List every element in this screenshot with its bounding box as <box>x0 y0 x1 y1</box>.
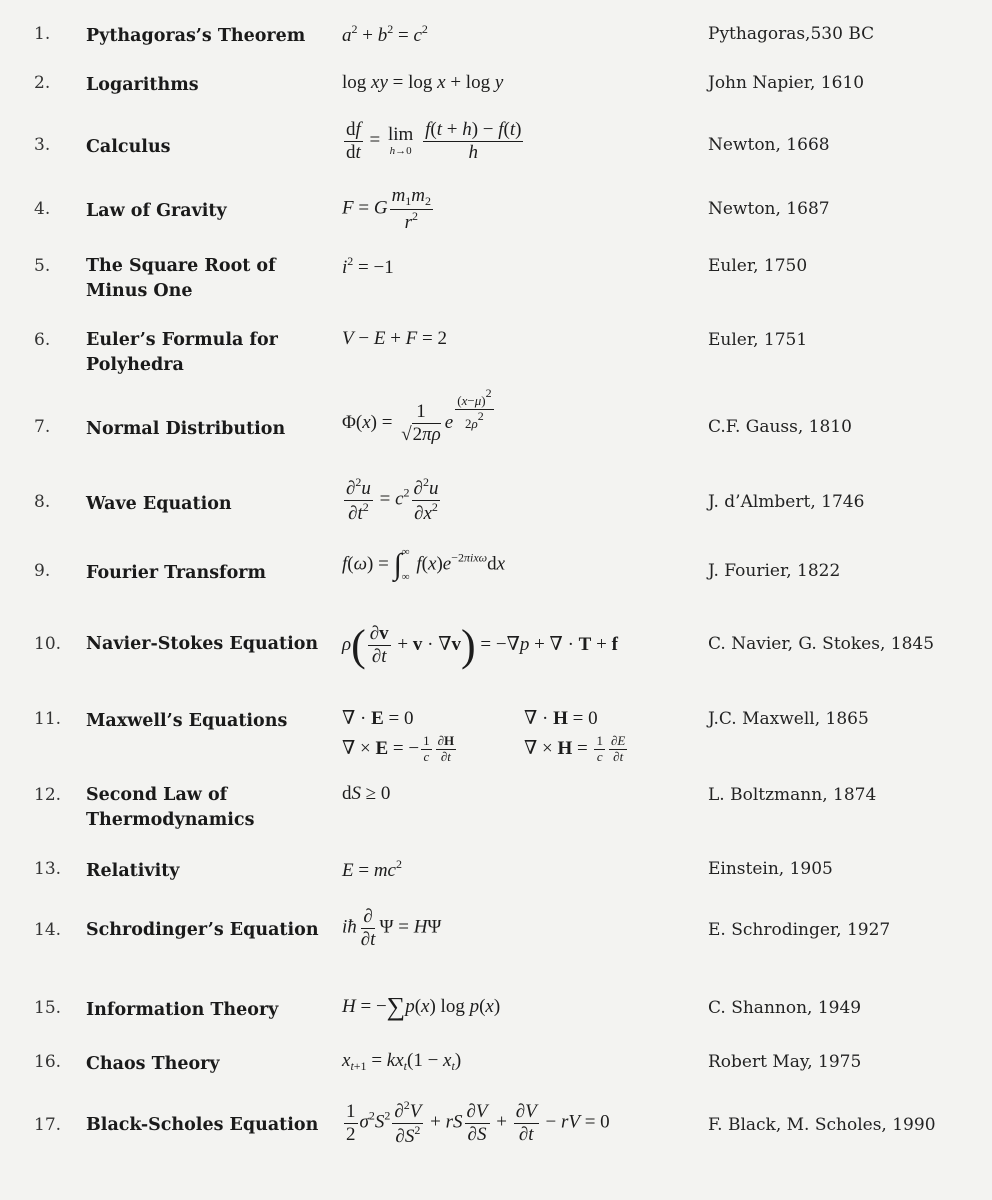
row-number: 2. <box>34 73 51 93</box>
equation-name: Information Theory <box>86 1000 279 1020</box>
equation-author: John Napier, 1610 <box>708 73 865 93</box>
equation-name: Schrodinger’s Equation <box>86 920 319 940</box>
equation-formula: iħ $\frac{\partial}{\partial t}$ Ψ = HΨ <box>342 906 442 950</box>
equation-author: Euler, 1750 <box>708 256 808 276</box>
equation-author: Robert May, 1975 <box>708 1052 862 1072</box>
equation-formula: $E = mc^2$ <box>342 857 402 881</box>
row-number: 1. <box>34 24 51 44</box>
row-number: 14. <box>34 920 62 940</box>
equation-name: Pythagoras’s Theorem <box>86 26 306 46</box>
equation-name: Chaos Theory <box>86 1054 220 1074</box>
equation-formula: dS ≥ 0 <box>342 783 391 804</box>
equation-author: F. Black, M. Scholes, 1990 <box>708 1115 936 1135</box>
equation-formula: $\frac{\partial^2u}{\partial t^2}$ = $c^2$ $\frac{\partial^2u}{\partial x^2}$ <box>346 475 439 524</box>
row-number: 5. <box>34 256 51 276</box>
equation-author: J. Fourier, 1822 <box>708 561 841 581</box>
equation-formula: $\frac{1}{2}$ $\sigma^2S^2$ $\frac{\partial^2V}{\partial S^2}$ + rS $\frac{\partial V}{\partial S}$ + $\frac{\partial V}{\partial t}$ − rV = 0 <box>346 1098 610 1147</box>
equation-formula: log xy = log x + log y <box>342 72 504 93</box>
equation-name: Navier-Stokes Equation <box>86 634 319 654</box>
equation-name: Normal Distribution <box>86 419 286 439</box>
equation-formula: F = G $\frac{m_1m_2}{r^2}$ <box>342 185 432 233</box>
equation-formula: $a^2 + b^2 = c^2$ <box>342 22 428 46</box>
row-number: 6. <box>34 330 51 350</box>
row-number: 4. <box>34 199 51 219</box>
equation-name: Relativity <box>86 861 180 881</box>
equation-author: L. Boltzmann, 1874 <box>708 785 877 805</box>
equation-author: Pythagoras,530 BC <box>708 24 875 44</box>
row-number: 13. <box>34 859 62 879</box>
equation-formula: ρ( $\frac{\partial v}{\partial t}$ + v · ∇v) = −∇p + ∇ · T + f <box>342 621 618 670</box>
row-number: 9. <box>34 561 51 581</box>
row-number: 15. <box>34 998 62 1018</box>
equation-name: Calculus <box>86 137 171 157</box>
equation-name: Law of Gravity <box>86 201 227 221</box>
equation-author: C. Shannon, 1949 <box>708 998 862 1018</box>
equation-formula: f(ω) = ∫ ∞ ∞ $f(x)e^{-2\pi ix\omega}dx$ <box>342 546 506 583</box>
equation-author: Newton, 1668 <box>708 135 830 155</box>
equation-author: Newton, 1687 <box>708 199 830 219</box>
equation-author: Einstein, 1905 <box>708 859 833 879</box>
equation-name: Maxwell’s Equations <box>86 711 288 731</box>
equation-formula: Φ(x) = $\frac{1}{√2\pi\rho}$ e $\frac{(x-\mu)^2}{2\rho^2}$ <box>342 386 492 445</box>
equation-formula: $i^2 = -1$ <box>342 254 394 278</box>
row-number: 3. <box>34 135 51 155</box>
equation-name: The Square Root of Minus One <box>86 256 276 301</box>
equation-formula: H = −∑p(x) log p(x) <box>342 992 501 1021</box>
row-number: 17. <box>34 1115 62 1135</box>
row-number: 16. <box>34 1052 62 1072</box>
equation-name: Fourier Transform <box>86 563 266 583</box>
row-number: 7. <box>34 417 51 437</box>
row-number: 12. <box>34 785 62 805</box>
equation-name: Wave Equation <box>86 494 232 514</box>
equation-formula: ∇ · E = 0 ∇ · H = 0 ∇ × E = − $\frac{1}{c}$ $\frac{\partial H}{\partial t}$ ∇ × H = $\frac{1}{c}$ $\frac{\partial E}{\partial t}$ <box>342 708 626 764</box>
equation-author: E. Schrodinger, 1927 <box>708 920 891 940</box>
equation-name: Euler’s Formula for Polyhedra <box>86 330 278 375</box>
equation-name: Logarithms <box>86 75 199 95</box>
equation-author: J. d’Almbert, 1746 <box>708 492 865 512</box>
equation-name: Second Law of Thermodynamics <box>86 785 255 830</box>
row-number: 8. <box>34 492 51 512</box>
equation-author: C.F. Gauss, 1810 <box>708 417 852 437</box>
equation-name: Black-Scholes Equation <box>86 1115 319 1135</box>
equation-formula: $x_{t+1} = kx_t(1 - x_t)$ <box>342 1050 462 1073</box>
equation-formula: $\frac{df}{dt}$ = lim h→0 $\frac{f(t + h) - f(t)}{h}$ <box>346 119 522 163</box>
equation-author: J.C. Maxwell, 1865 <box>708 709 869 729</box>
row-number: 11. <box>34 709 62 729</box>
equation-formula: V − E + F = 2 <box>342 328 447 349</box>
equation-author: Euler, 1751 <box>708 330 808 350</box>
equation-author: C. Navier, G. Stokes, 1845 <box>708 634 935 654</box>
row-number: 10. <box>34 634 62 654</box>
